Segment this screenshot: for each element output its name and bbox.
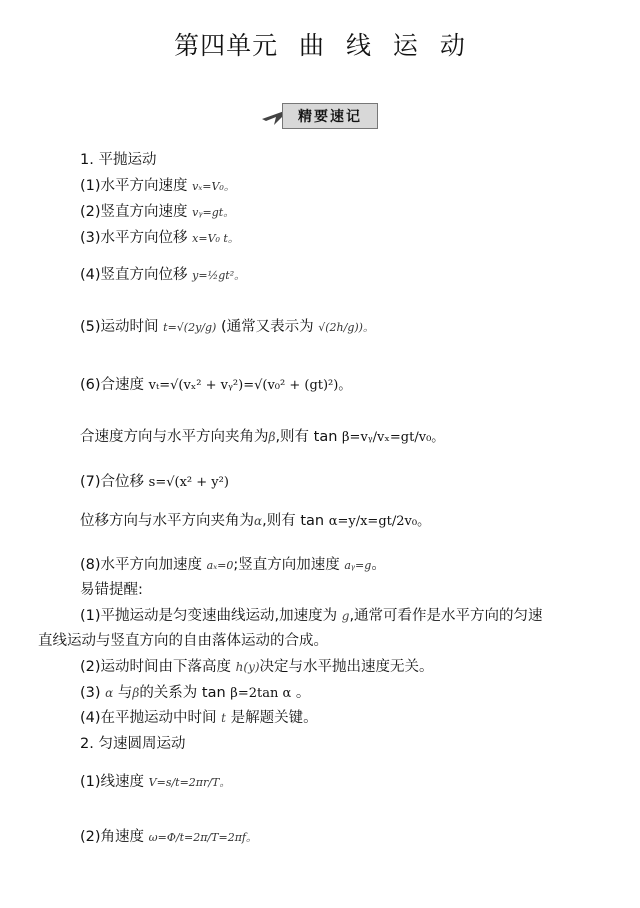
tip-3-text-c: 的关系为 tan	[139, 685, 226, 701]
item-4	[80, 266, 245, 285]
tip-2-text-b: 决定与水平抛出速度无关。	[259, 659, 434, 675]
item-8	[80, 556, 386, 575]
item-1-label: (1)水平方向速度	[80, 178, 188, 194]
item-2-label: (2)竖直方向速度	[80, 204, 188, 220]
circular-item-1-label: (1)线速度	[80, 774, 145, 790]
section-heading-circular: 2. 匀速圆周运动	[80, 736, 186, 752]
item-3	[80, 229, 239, 248]
item-8-formula-b: aᵧ=g	[344, 559, 372, 572]
item-7b-formula: α=y/x=gt/2v₀。	[328, 514, 431, 529]
tip-3-end: 。	[295, 685, 311, 701]
item-7-formula: s=√(x² + y²)	[148, 475, 229, 490]
item-8-text-b: ;竖直方向加速度	[233, 557, 340, 573]
item-7-label: (7)合位移	[80, 474, 145, 490]
item-4-label: (4)竖直方向位移	[80, 267, 188, 283]
section-heading-projectile: 1. 平抛运动	[80, 152, 157, 168]
item-2	[80, 203, 234, 222]
badge-label: 精要速记	[282, 103, 378, 129]
item-8-end: 。	[371, 557, 386, 573]
tips-heading: 易错提醒:	[80, 582, 143, 598]
item-6b-formula: β=vᵧ/vₓ=gt/v₀。	[342, 430, 445, 445]
tip-1-line-2: 直线运动与竖直方向的自由落体运动的合成。	[38, 633, 328, 649]
item-6b	[80, 428, 444, 447]
tip-2	[80, 658, 434, 676]
item-7b	[80, 512, 430, 531]
item-7b-mid: ,则有 tan	[262, 513, 325, 529]
item-6b-symbol: β	[268, 430, 276, 444]
item-6-formula: vₜ=√(vₓ² + vᵧ²)=√(v₀² + (gt)²)。	[148, 378, 352, 393]
item-5-note: (通常又表示为	[220, 319, 314, 335]
item-6	[80, 376, 351, 395]
tip-2-symbol: h(y)	[235, 660, 260, 674]
tip-1-line-1	[80, 607, 543, 625]
item-6-label: (6)合速度	[80, 377, 145, 393]
page-title: 第四单元 曲 线 运 动	[174, 31, 466, 60]
item-5-label: (5)运动时间	[80, 319, 159, 335]
tip-3-symbol-beta: β	[132, 686, 140, 700]
tip-1-text-a: (1)平抛运动是匀变速曲线运动,加速度为	[80, 608, 338, 624]
item-8-formula-a: aₓ=0	[206, 559, 234, 572]
item-8-text-a: (8)水平方向加速度	[80, 557, 203, 573]
tip-3-symbol-alpha: α	[105, 686, 114, 700]
circular-item-2	[80, 828, 257, 847]
circular-item-1-formula: V=s/t=2πr/T。	[148, 776, 231, 789]
item-7b-symbol: α	[254, 514, 263, 528]
tip-4-symbol: t	[221, 711, 226, 725]
item-7	[80, 473, 229, 492]
item-5	[80, 318, 374, 337]
item-4-formula: y=½gt²。	[192, 269, 246, 282]
tip-4	[80, 709, 318, 727]
item-1-formula: vₓ=V₀。	[192, 180, 235, 193]
item-7b-label: 位移方向与水平方向夹角为	[80, 513, 254, 529]
circular-item-2-label: (2)角速度	[80, 829, 145, 845]
tip-3-text-b: 与	[117, 685, 133, 701]
circular-item-2-formula: ω=Φ/t=2π/T=2πf。	[148, 831, 257, 844]
tip-4-text-a: (4)在平抛运动中时间	[80, 710, 217, 726]
tip-1-text-b: ,通常可看作是水平方向的匀速	[349, 608, 543, 624]
item-1	[80, 177, 235, 196]
item-3-label: (3)水平方向位移	[80, 230, 188, 246]
tip-3	[80, 684, 310, 703]
tip-2-text-a: (2)运动时间由下落高度	[80, 659, 232, 675]
item-5-formula-b: √(2h/g))。	[318, 321, 374, 334]
item-6b-label: 合速度方向与水平方向夹角为	[80, 429, 269, 445]
item-5-formula-a: t=√(2y/g)	[163, 321, 217, 334]
tip-4-text-b: 是解题关键。	[230, 710, 318, 726]
item-2-formula: vᵧ=gt。	[192, 206, 235, 219]
tip-1-symbol: g	[341, 609, 350, 623]
section-badge	[260, 103, 380, 129]
tip-3-text-a: (3)	[80, 685, 101, 701]
item-3-formula: x=V₀ t。	[192, 232, 239, 245]
item-6b-mid: ,则有 tan	[275, 429, 338, 445]
tip-3-formula: β=2tan α	[230, 686, 292, 701]
circular-item-1	[80, 773, 230, 792]
